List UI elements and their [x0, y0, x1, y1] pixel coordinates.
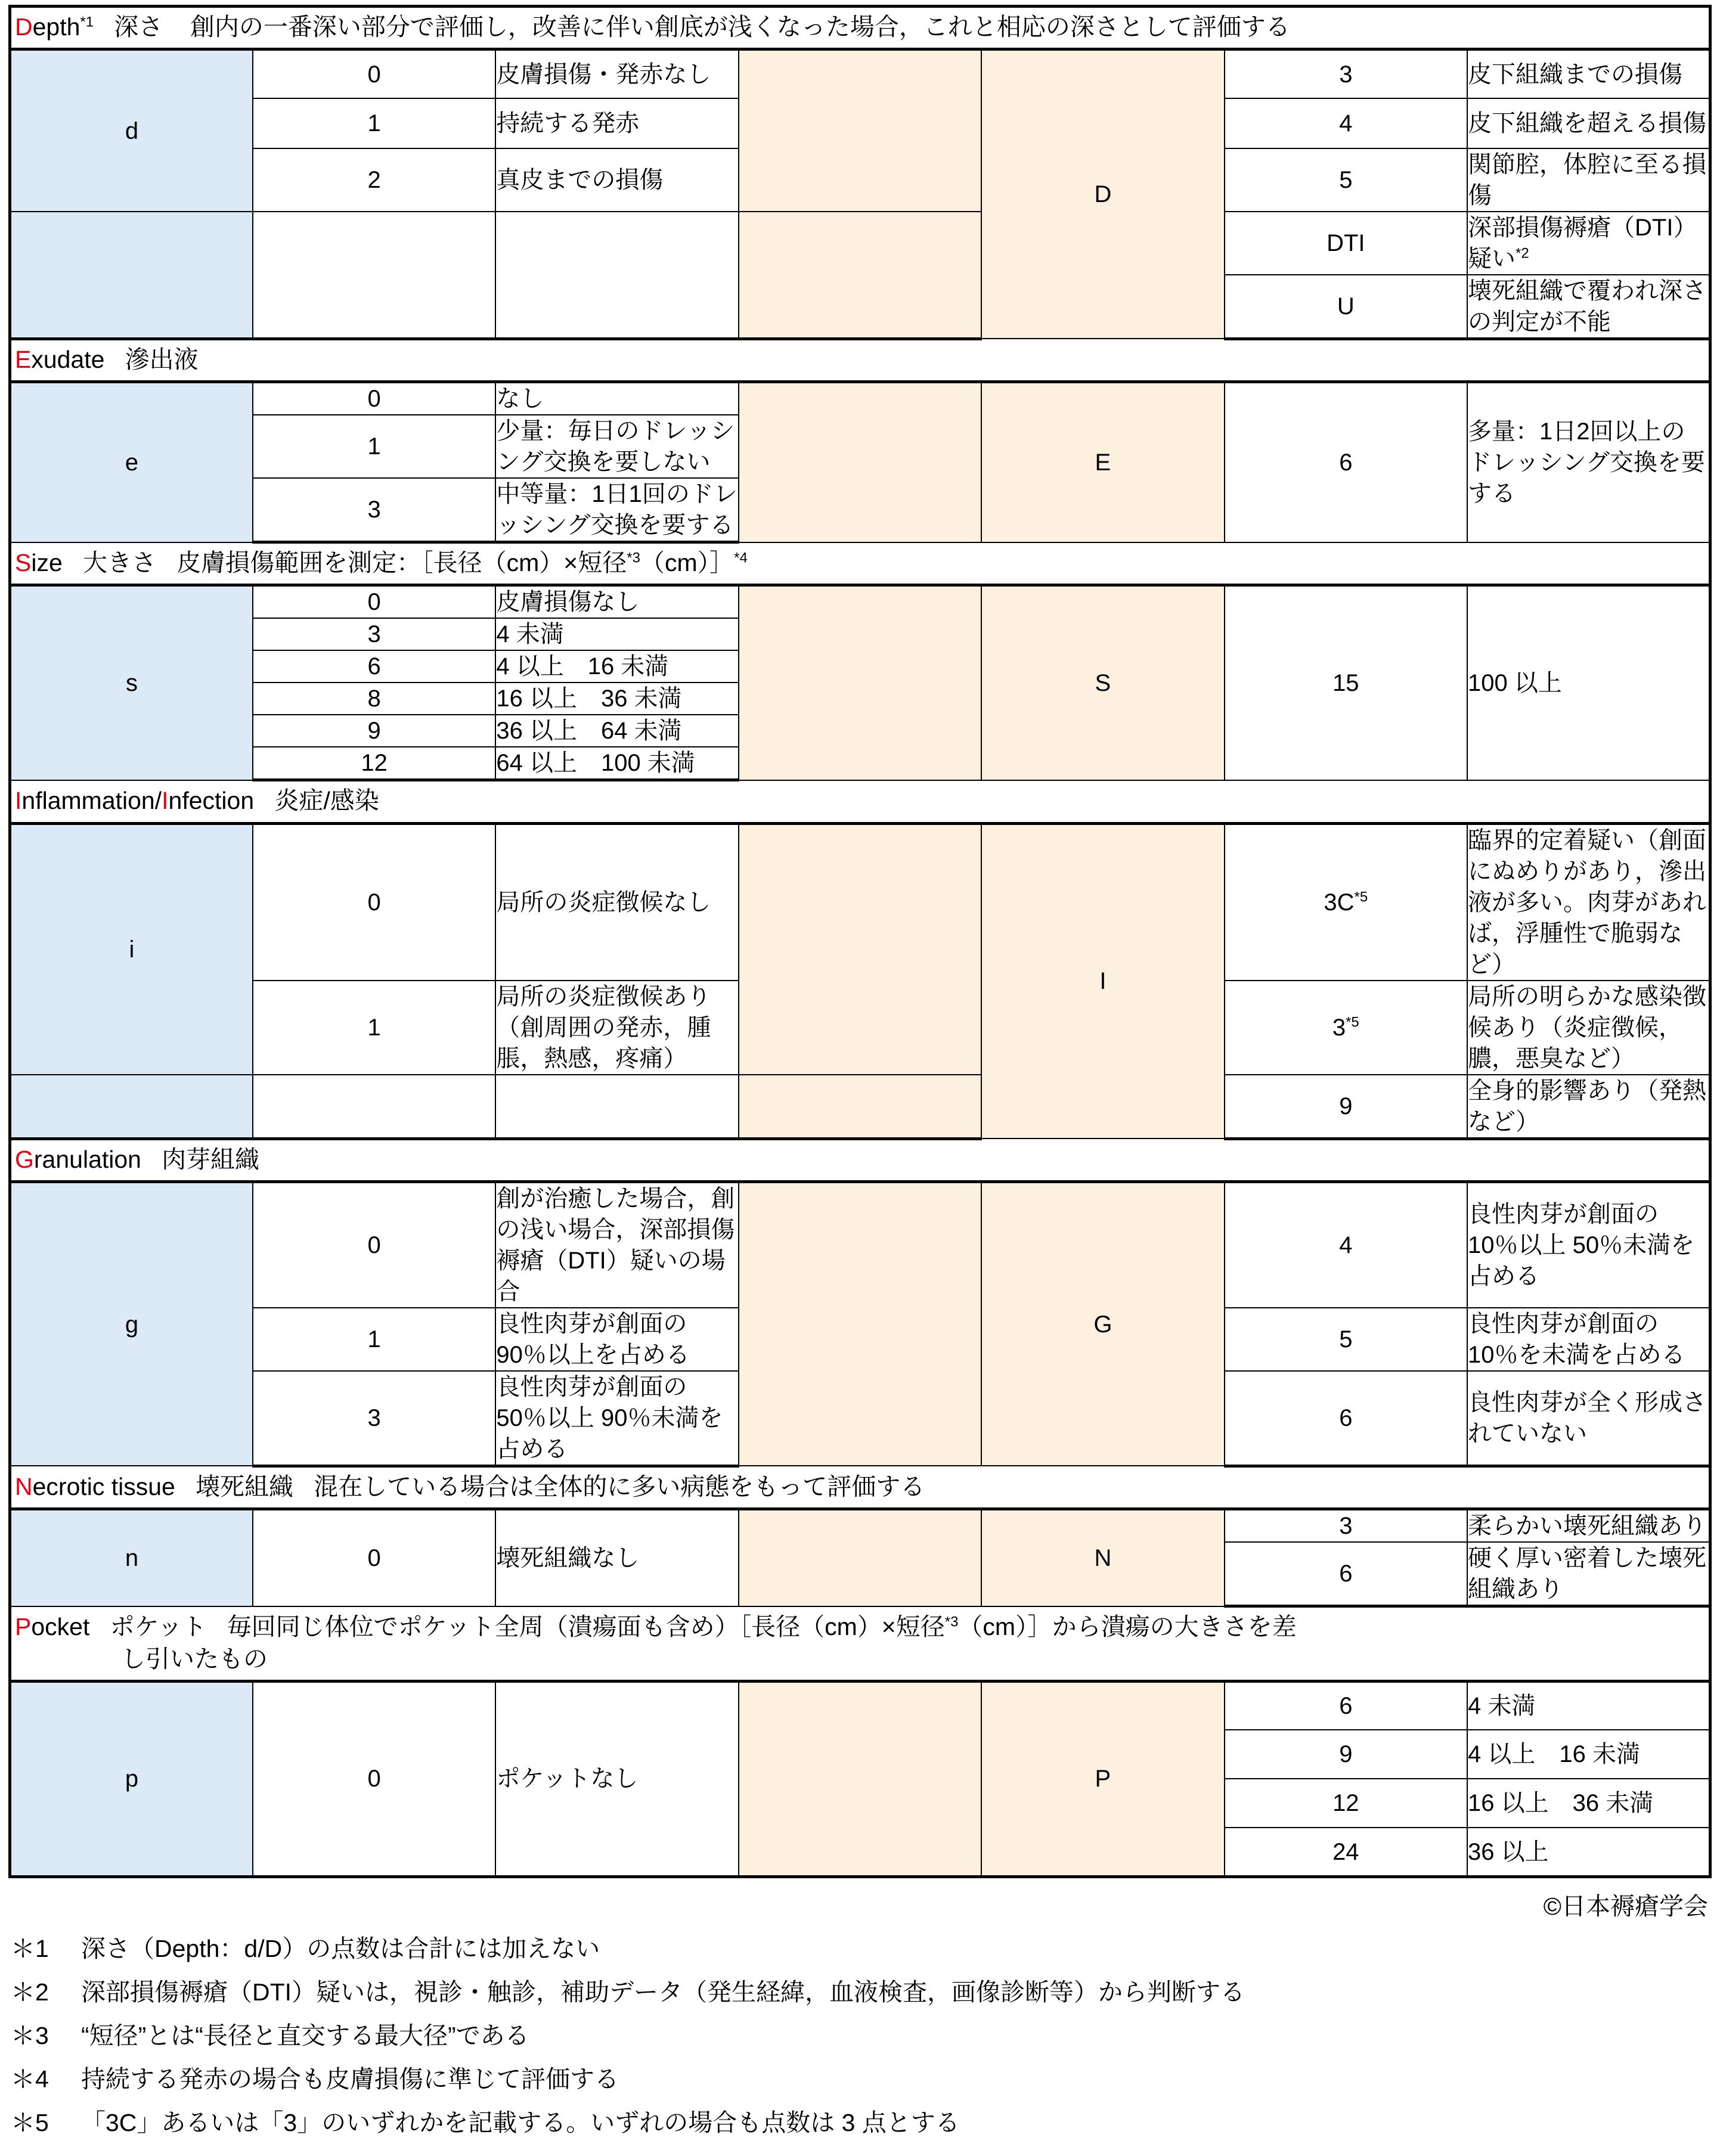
granulation-right-score-2: 6 — [1225, 1371, 1467, 1466]
footnote-mark: ＊2 — [11, 1978, 49, 2006]
section-word-granulation: ranulation — [33, 1145, 141, 1173]
exudate-left-text-1: 少量：毎日のドレッシング交換を要しない — [495, 415, 738, 478]
section-initial-exudate: E — [15, 345, 32, 373]
column-gap — [739, 1509, 981, 1606]
copyright-notice: ©日本褥瘡学会 — [1543, 1892, 1708, 1920]
depth-right-score-0: 3 — [1225, 49, 1467, 98]
pocket-right-score-3: 24 — [1225, 1828, 1467, 1876]
table-row — [10, 1681, 1710, 1730]
depth-lower-label-filler — [10, 212, 253, 275]
exudate-right-score-0: 6 — [1225, 382, 1467, 542]
exudate-left-score-0: 0 — [253, 382, 495, 415]
size-left-text-1: 4 未満 — [495, 618, 738, 650]
depth-right-text-3: 深部損傷褥瘡（DTI）疑い$^{*2}$ — [1467, 212, 1710, 275]
inflammation-lower-filler — [10, 1075, 253, 1139]
granulation-left-score-0: 0 — [253, 1181, 495, 1308]
pocket-left-score-0: 0 — [253, 1681, 495, 1876]
pocket-note-tail: （cm）］から潰瘍の大きさを差 — [958, 1613, 1297, 1641]
depth-right-text-2: 関節腔，体腔に至る損傷 — [1467, 148, 1710, 212]
column-gap — [739, 823, 981, 1075]
table-row — [10, 212, 1710, 275]
depth-left-score-0: 0 — [253, 49, 495, 98]
size-left-text-5: 64 以上 100 未満 — [495, 747, 738, 780]
inflammation-left-score-0: 0 — [253, 823, 495, 981]
depth-right-text-0: 皮下組織までの損傷 — [1467, 49, 1710, 98]
footnote-text: 「3C」あるいは「3」のいずれかを記載する。いずれの場合も点数は 3 点とする — [81, 2109, 960, 2137]
size-note-sup4: *4 — [734, 550, 748, 566]
footnote-item — [11, 1976, 1712, 2008]
column-gap — [739, 275, 981, 339]
footnote-mark: ＊5 — [11, 2109, 49, 2137]
size-note-tail: （cm）］ — [640, 549, 735, 577]
section-jp-size: 大きさ — [82, 549, 156, 577]
inflammation-upper-label: I — [981, 823, 1224, 1139]
footnotes-list — [11, 1932, 1712, 2139]
table-row — [10, 1075, 1710, 1139]
pocket-left-text-0: ポケットなし — [495, 1681, 738, 1876]
pocket-right-text-2: 16 以上 36 未満 — [1467, 1779, 1710, 1828]
pocket-right-score-0: 6 — [1225, 1681, 1467, 1730]
spacer-cell — [495, 212, 738, 275]
section-jp-necrotic: 壊死組織 — [196, 1472, 294, 1500]
depth-left-score-1: 1 — [253, 98, 495, 148]
section-note-pocket-line2: し引いたもの — [121, 1645, 268, 1673]
depth-right-score-4: U — [1225, 275, 1467, 339]
necrotic-upper-label: N — [981, 1509, 1224, 1606]
size-right-score-0: 15 — [1225, 585, 1467, 780]
granulation-upper-label: G — [981, 1181, 1224, 1466]
section-word-pocket: ocket — [31, 1613, 90, 1641]
section-header-inflammation — [10, 780, 1710, 823]
necrotic-right-score-0: 3 — [1225, 1509, 1467, 1543]
exudate-left-text-2: 中等量：1日1回のドレッシング交換を要する — [495, 478, 738, 542]
granulation-right-text-1: 良性肉芽が創面の 10％を未満を占める — [1467, 1308, 1710, 1371]
depth-lower-label: d — [10, 49, 253, 212]
necrotic-left-text-0: 壊死組織なし — [495, 1509, 738, 1606]
depth-lower-label-filler — [10, 275, 253, 339]
section-initial-depth: D — [15, 13, 33, 41]
granulation-right-score-0: 4 — [1225, 1181, 1467, 1308]
table-row — [10, 382, 1710, 415]
section-initial-infection: I — [162, 787, 169, 815]
depth-right-score-1: 4 — [1225, 98, 1467, 148]
depth-right-text-1: 皮下組織を超える損傷 — [1467, 98, 1710, 148]
size-left-text-0: 皮膚損傷なし — [495, 585, 738, 619]
column-gap — [739, 49, 981, 212]
footnote-item — [11, 2019, 1712, 2052]
size-lower-label: s — [10, 585, 253, 780]
necrotic-right-text-1: 硬く厚い密着した壊死組織あり — [1467, 1542, 1710, 1606]
exudate-left-score-1: 1 — [253, 415, 495, 478]
granulation-left-score-1: 1 — [253, 1308, 495, 1371]
footnote-text: 深さ（Depth：d/D）の点数は合計には加えない — [81, 1934, 600, 1962]
necrotic-right-text-0: 柔らかい壊死組織あり — [1467, 1509, 1710, 1543]
footnote-mark: ＊4 — [11, 2065, 49, 2093]
granulation-left-text-1: 良性肉芽が創面の 90％以上を占める — [495, 1308, 738, 1371]
section-initial-size: S — [15, 549, 32, 577]
exudate-left-score-2: 3 — [253, 478, 495, 542]
section-note-pocket: 毎回同じ体位でポケット全周（潰瘍面も含め）［長径（cm）×短径 — [227, 1613, 945, 1641]
column-gap — [739, 1681, 981, 1876]
section-initial-necrotic: N — [15, 1472, 33, 1500]
footnote-mark: ＊1 — [11, 1934, 49, 1962]
section-slash: / — [154, 787, 162, 815]
column-gap — [739, 1181, 981, 1466]
depth-right-text-4: 壊死組織で覆われ深さの判定が不能 — [1467, 275, 1710, 339]
depth-right-score-2: 5 — [1225, 148, 1467, 212]
section-word-size: ize — [31, 549, 63, 577]
section-footnote-depth: *1 — [80, 14, 94, 30]
section-word-infection: nfection — [168, 787, 255, 815]
necrotic-lower-label: n — [10, 1509, 253, 1606]
table-row — [10, 1509, 1710, 1543]
footnote-item — [11, 2063, 1712, 2095]
pocket-upper-label: P — [981, 1681, 1224, 1876]
inflammation-right-score-1: 3$^{*5}$ — [1225, 981, 1467, 1075]
size-upper-label: S — [981, 585, 1224, 780]
section-header-size — [10, 542, 1710, 585]
section-jp-depth: 深さ — [114, 13, 163, 41]
granulation-left-score-2: 3 — [253, 1371, 495, 1466]
granulation-left-text-2: 良性肉芽が創面の 50％以上 90％未満を占める — [495, 1371, 738, 1466]
inflammation-right-score-0: $3C^{*5}$ — [1225, 823, 1467, 981]
table-row — [10, 823, 1710, 981]
spacer-cell — [253, 275, 495, 339]
table-row — [10, 585, 1710, 619]
design-r-scale-table — [8, 5, 1712, 1878]
inflammation-lower-label: i — [10, 823, 253, 1075]
pocket-right-score-2: 12 — [1225, 1779, 1467, 1828]
depth-left-score-2: 2 — [253, 148, 495, 212]
column-gap — [739, 212, 981, 275]
pocket-right-text-0: 4 未満 — [1467, 1681, 1710, 1730]
spacer-cell — [495, 275, 738, 339]
exudate-left-text-0: なし — [495, 382, 738, 415]
depth-right-score-3: DTI — [1225, 212, 1467, 275]
inflammation-right-text-1: 局所の明らかな感染徴候あり（炎症徴候，膿，悪臭など） — [1467, 981, 1710, 1075]
table-row — [10, 49, 1710, 98]
table-row — [10, 275, 1710, 339]
size-right-text-0: 100 以上 — [1467, 585, 1710, 780]
section-initial-granulation: G — [15, 1145, 34, 1173]
section-header-pocket — [10, 1606, 1710, 1682]
size-left-score-0: 0 — [253, 585, 495, 619]
inflammation-right-text-2: 全身的影響あり（発熱など） — [1467, 1075, 1710, 1139]
section-word-exudate: xudate — [31, 345, 105, 373]
spacer-cell — [495, 1075, 738, 1139]
pocket-right-text-3: 36 以上 — [1467, 1828, 1710, 1876]
size-left-score-4: 9 — [253, 715, 495, 747]
section-initial-pocket: P — [15, 1613, 32, 1641]
spacer-cell — [253, 1075, 495, 1139]
section-word-necrotic: ecrotic tissue — [32, 1472, 175, 1500]
inflammation-left-score-1: 1 — [253, 981, 495, 1075]
pocket-right-text-1: 4 以上 16 未満 — [1467, 1730, 1710, 1779]
spacer-cell — [253, 212, 495, 275]
necrotic-left-score-0: 0 — [253, 1509, 495, 1606]
size-left-score-3: 8 — [253, 683, 495, 715]
inflammation-left-text-1: 局所の炎症徴候あり（創周囲の発赤，腫脹，熱感，疼痛） — [495, 981, 738, 1075]
granulation-right-text-2: 良性肉芽が全く形成されていない — [1467, 1371, 1710, 1466]
section-note-depth: 創内の一番深い部分で評価し，改善に伴い創底が浅くなった場合，これと相応の深さとして評価する — [190, 13, 1290, 41]
inflammation-left-text-0: 局所の炎症徴候なし — [495, 823, 738, 981]
granulation-right-score-1: 5 — [1225, 1308, 1467, 1371]
footnote-item — [11, 1932, 1712, 1965]
footnote-text: 深部損傷褥瘡（DTI）疑いは，視診・触診，補助データ（発生経緯，血液検査，画像診断等）から判断する — [81, 1978, 1245, 2006]
size-left-text-3: 16 以上 36 未満 — [495, 683, 738, 715]
granulation-lower-label: g — [10, 1181, 253, 1466]
granulation-right-text-0: 良性肉芽が創面の 10％以上 50％未満を占める — [1467, 1181, 1710, 1308]
section-initial-inflammation: I — [15, 787, 22, 815]
pocket-right-score-1: 9 — [1225, 1730, 1467, 1779]
column-gap — [739, 585, 981, 780]
section-word-inflammation: nflammation — [21, 787, 155, 815]
footnote-mark: ＊3 — [11, 2022, 49, 2050]
column-gap — [739, 1075, 981, 1139]
depth-left-text-1: 持続する発赤 — [495, 98, 738, 148]
pocket-note-sup3: *3 — [944, 1614, 959, 1630]
depth-left-text-2: 真皮までの損傷 — [495, 148, 738, 212]
section-header-depth — [10, 7, 1710, 49]
inflammation-right-score-2: 9 — [1225, 1075, 1467, 1139]
exudate-upper-label: E — [981, 382, 1224, 542]
exudate-lower-label: e — [10, 382, 253, 542]
section-header-necrotic — [10, 1466, 1710, 1509]
pocket-lower-label: p — [10, 1681, 253, 1876]
section-jp-exudate: 滲出液 — [125, 345, 199, 373]
section-word-depth: epth — [32, 13, 80, 41]
footnote-text: “短径”とは“長径と直交する最大径”である — [81, 2022, 529, 2050]
size-left-score-2: 6 — [253, 650, 495, 683]
size-left-score-1: 3 — [253, 618, 495, 650]
exudate-right-text-0: 多量：1日2回以上のドレッシング交換を要する — [1467, 382, 1710, 542]
size-left-text-2: 4 以上 16 未満 — [495, 650, 738, 683]
column-gap — [739, 382, 981, 542]
footnote-item — [11, 2107, 1712, 2139]
size-note-sup3: *3 — [627, 550, 640, 566]
necrotic-right-score-1: 6 — [1225, 1542, 1467, 1606]
section-jp-granulation: 肉芽組織 — [162, 1145, 260, 1173]
section-header-granulation — [10, 1139, 1710, 1181]
granulation-left-text-0: 創が治癒した場合，創の浅い場合，深部損傷褥瘡（DTI）疑いの場合 — [495, 1181, 738, 1308]
section-jp-inflammation: 炎症/感染 — [274, 787, 379, 815]
section-note-necrotic: 混在している場合は全体的に多い病態をもって評価する — [314, 1472, 925, 1500]
section-jp-pocket: ポケット — [110, 1613, 207, 1641]
inflammation-right-text-0: 臨界的定着疑い（創面にぬめりがあり，滲出液が多い。肉芽があれば，浮腫性で脆弱など） — [1467, 823, 1710, 981]
size-left-score-5: 12 — [253, 747, 495, 780]
section-header-exudate — [10, 339, 1710, 381]
table-row — [10, 1181, 1710, 1308]
size-left-text-4: 36 以上 64 未満 — [495, 715, 738, 747]
depth-upper-label: D — [981, 49, 1224, 339]
depth-left-text-0: 皮膚損傷・発赤なし — [495, 49, 738, 98]
footnote-text: 持続する発赤の場合も皮膚損傷に準じて評価する — [81, 2065, 619, 2093]
section-note-size: 皮膚損傷範囲を測定：［長径（cm）×短径 — [176, 549, 627, 577]
